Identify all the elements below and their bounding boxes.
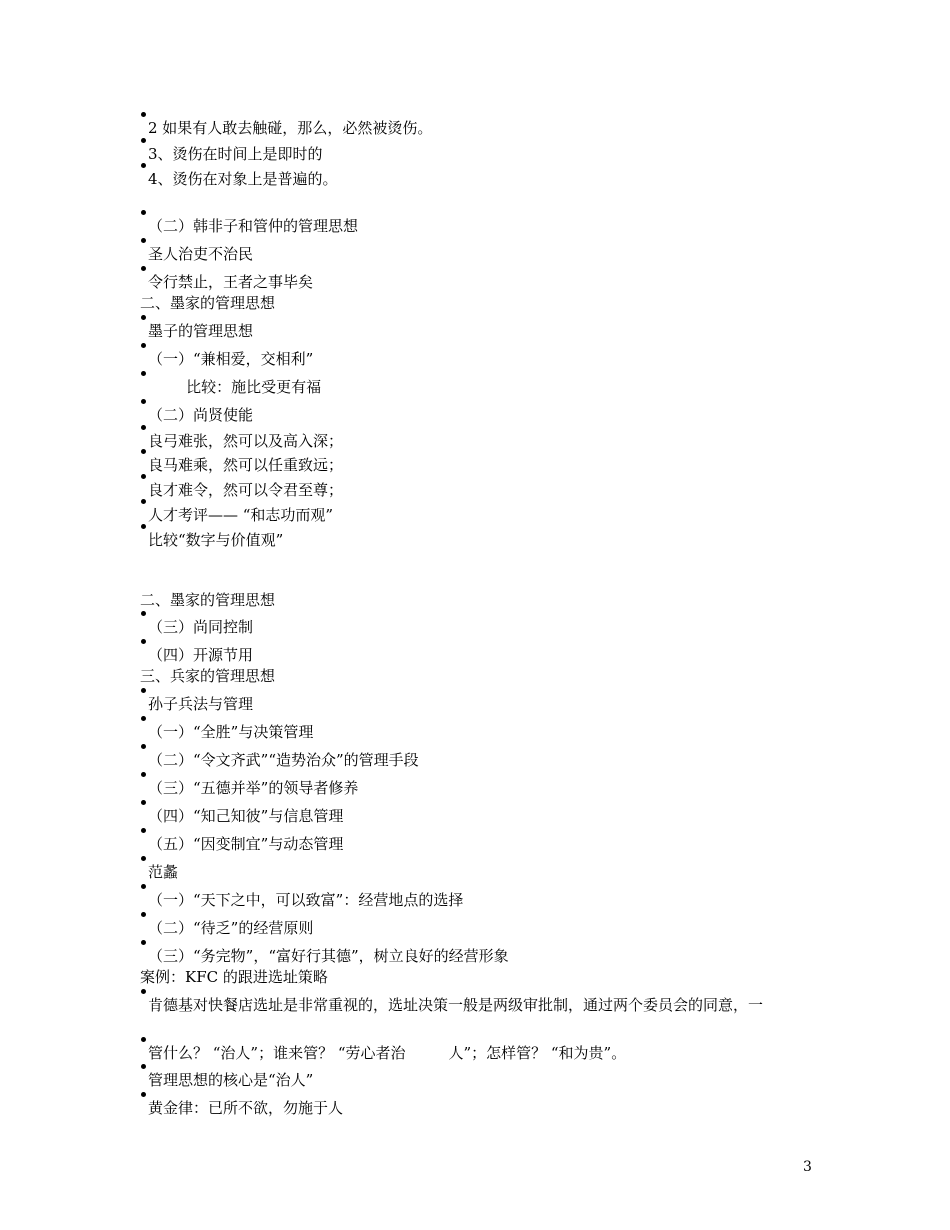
- text-line-33: 管什么？ “治人”；谁来管？ “劳心者治 人”；怎样管？ “和为贵”。: [148, 1044, 627, 1062]
- text-line-02: 3、烫伤在时间上是即时的: [148, 145, 323, 163]
- section-heading-military: 三、兵家的管理思想: [140, 667, 276, 685]
- text-line-34: 管理思想的核心是“治人”: [148, 1071, 314, 1089]
- text-line-05: 圣人治吏不治民: [148, 245, 254, 263]
- page-number: 3: [803, 1159, 812, 1175]
- text-line-03: 4、烫伤在对象上是普遍的。: [148, 170, 338, 188]
- text-line-28: （一）“天下之中，可以致富”：经营地点的选择: [148, 891, 464, 909]
- text-line-09: （一）“兼相爱，交相利”: [148, 350, 314, 368]
- case-heading: 案例：KFC 的跟进选址策略: [140, 968, 328, 986]
- text-line-30: （三）“务完物”，“富好行其德”，树立良好的经营形象: [148, 947, 509, 965]
- text-line-04: （二）韩非子和管仲的管理思想: [148, 217, 359, 235]
- text-line-11: （二）尚贤使能: [148, 406, 254, 424]
- text-line-29: （二）“待乏”的经营原则: [148, 919, 314, 937]
- text-line-26: （五）“因变制宜”与动态管理: [148, 835, 344, 853]
- text-line-27: 范蠡: [148, 863, 179, 881]
- text-line-12: 良弓难张，然可以及高入深；: [148, 432, 344, 450]
- text-line-13: 良马难乘，然可以任重致远；: [148, 456, 344, 474]
- text-line-18: （三）尚同控制: [148, 618, 254, 636]
- section-heading-mohist-2: 二、墨家的管理思想: [140, 591, 276, 609]
- section-heading-mohist: 二、墨家的管理思想: [140, 294, 276, 312]
- text-line-24: （三）“五德并举”的领导者修养: [148, 779, 359, 797]
- text-line-19: （四）开源节用: [148, 646, 254, 664]
- text-line-01: 2 如果有人敢去触碰，那么，必然被烫伤。: [148, 119, 433, 137]
- text-line-35: 黄金律：已所不欲，勿施于人: [148, 1099, 344, 1117]
- text-line-25: （四）“知己知彼”与信息管理: [148, 807, 344, 825]
- text-line-23: （二）“令文齐武”“造势治众”的管理手段: [148, 751, 419, 769]
- text-line-06: 令行禁止，王者之事毕矣: [148, 273, 314, 291]
- text-line-08: 墨子的管理思想: [148, 322, 254, 340]
- text-line-16: 比较“数字与价值观”: [148, 531, 284, 549]
- text-line-10: 比较：施比受更有福: [148, 378, 322, 396]
- text-line-15: 人才考评—— “和志功而观”: [148, 506, 334, 524]
- text-line-14: 良才难令，然可以令君至尊；: [148, 481, 344, 499]
- text-line-22: （一）“全胜”与决策管理: [148, 723, 314, 741]
- text-line-21: 孙子兵法与管理: [148, 695, 254, 713]
- text-line-32: 肯德基对快餐店选址是非常重视的，选址决策一般是两级审批制，通过两个委员会的同意，一: [148, 996, 764, 1014]
